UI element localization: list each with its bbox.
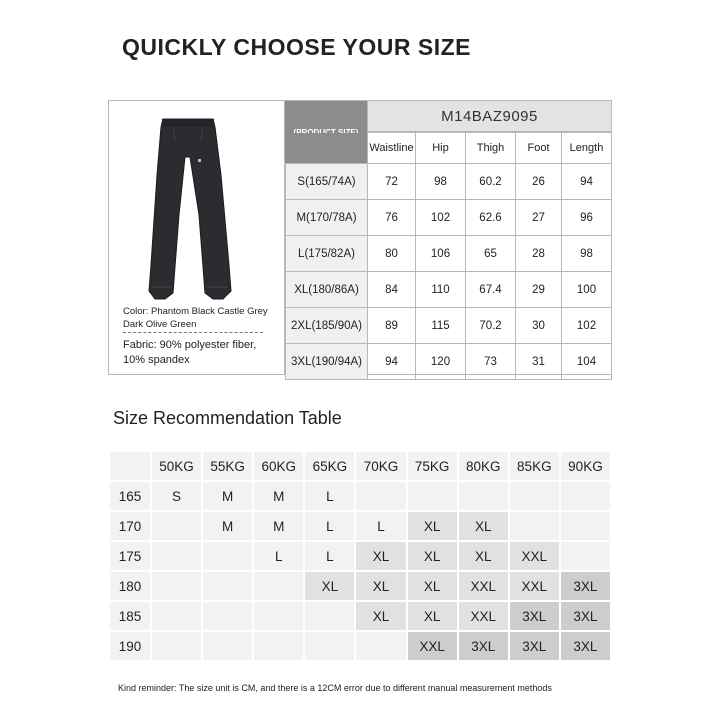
size-cell bbox=[203, 542, 252, 570]
size-cell bbox=[254, 602, 303, 630]
height-label: 185 bbox=[110, 602, 150, 630]
table-cell: 29 bbox=[516, 272, 562, 308]
table-cell: 89 bbox=[368, 308, 416, 344]
size-cell bbox=[561, 512, 610, 540]
size-cell: XL bbox=[305, 572, 354, 600]
size-cell: XL bbox=[356, 542, 405, 570]
size-label: 3XL(190/94A) bbox=[286, 344, 368, 380]
size-cell: M bbox=[203, 512, 252, 540]
table-row bbox=[110, 572, 610, 600]
size-label: S(165/74A) bbox=[286, 164, 368, 200]
table-cell: 104 bbox=[562, 344, 612, 380]
table-cell: 110 bbox=[416, 272, 466, 308]
size-cell bbox=[510, 482, 559, 510]
table-cell: 65 bbox=[466, 236, 516, 272]
fabric-text: Fabric: 90% polyester fiber, 10% spandex bbox=[123, 339, 257, 366]
size-label: 2XL(185/90A) bbox=[286, 308, 368, 344]
size-cell bbox=[203, 632, 252, 660]
table-cell: 84 bbox=[368, 272, 416, 308]
weight-header: 70KG bbox=[356, 452, 405, 480]
table-cell: 30 bbox=[516, 308, 562, 344]
size-cell bbox=[510, 512, 559, 540]
size-cell: M bbox=[203, 482, 252, 510]
table-row bbox=[286, 164, 612, 200]
size-cell: XXL bbox=[510, 542, 559, 570]
size-cell bbox=[305, 602, 354, 630]
size-cell: 3XL bbox=[510, 632, 559, 660]
header-spacer bbox=[286, 133, 368, 164]
size-cell bbox=[561, 482, 610, 510]
divider bbox=[123, 332, 263, 333]
size-cell: XL bbox=[356, 572, 405, 600]
table-header-row bbox=[286, 133, 612, 164]
table-cell: 62.6 bbox=[466, 200, 516, 236]
measurement-table bbox=[285, 132, 612, 380]
size-cell bbox=[356, 482, 405, 510]
page-title: QUICKLY CHOOSE YOUR SIZE bbox=[122, 34, 471, 60]
size-chart bbox=[108, 100, 612, 375]
size-cell: L bbox=[305, 512, 354, 540]
size-cell bbox=[152, 512, 201, 540]
table-row bbox=[286, 200, 612, 236]
size-cell bbox=[152, 542, 201, 570]
table-row bbox=[286, 272, 612, 308]
size-cell: M bbox=[254, 512, 303, 540]
table-row bbox=[110, 512, 610, 540]
kind-reminder: Kind reminder: The size unit is CM, and there is a 12CM error due to different manual measurement methods bbox=[118, 683, 552, 693]
weight-header: 85KG bbox=[510, 452, 559, 480]
size-cell: XL bbox=[408, 572, 457, 600]
height-label: 165 bbox=[110, 482, 150, 510]
size-cell bbox=[152, 602, 201, 630]
model-number: M14BAZ9095 bbox=[367, 101, 611, 132]
size-cell: S bbox=[152, 482, 201, 510]
height-label: 190 bbox=[110, 632, 150, 660]
size-cell bbox=[203, 602, 252, 630]
table-cell: 100 bbox=[562, 272, 612, 308]
table-row bbox=[110, 632, 610, 660]
height-label: 170 bbox=[110, 512, 150, 540]
size-cell bbox=[254, 632, 303, 660]
recommendation-title: Size Recommendation Table bbox=[113, 408, 342, 428]
size-cell: XL bbox=[459, 542, 508, 570]
table-cell: 67.4 bbox=[466, 272, 516, 308]
size-cell: 3XL bbox=[561, 572, 610, 600]
size-cell bbox=[203, 572, 252, 600]
table-cell: 72 bbox=[368, 164, 416, 200]
column-header: Length bbox=[562, 133, 612, 164]
size-cell bbox=[152, 632, 201, 660]
weight-header: 90KG bbox=[561, 452, 610, 480]
table-cell: 73 bbox=[466, 344, 516, 380]
size-cell: XL bbox=[459, 512, 508, 540]
size-cell bbox=[356, 632, 405, 660]
size-cell: 3XL bbox=[561, 632, 610, 660]
table-cell: 102 bbox=[416, 200, 466, 236]
size-cell bbox=[459, 482, 508, 510]
table-cell: 96 bbox=[562, 200, 612, 236]
table-cell: 98 bbox=[562, 236, 612, 272]
size-cell: XL bbox=[408, 602, 457, 630]
table-cell: 94 bbox=[368, 344, 416, 380]
column-header: Hip bbox=[416, 133, 466, 164]
table-row bbox=[110, 602, 610, 630]
column-header: Foot bbox=[516, 133, 562, 164]
table-cell: 102 bbox=[562, 308, 612, 344]
recommendation-table bbox=[108, 450, 612, 662]
weight-header: 80KG bbox=[459, 452, 508, 480]
table-cell: 80 bbox=[368, 236, 416, 272]
size-cell: 3XL bbox=[510, 602, 559, 630]
table-cell: 28 bbox=[516, 236, 562, 272]
size-cell bbox=[408, 482, 457, 510]
size-cell: L bbox=[305, 542, 354, 570]
size-cell: XXL bbox=[510, 572, 559, 600]
size-cell: XXL bbox=[408, 632, 457, 660]
color-text: Color: Phantom Black Castle Grey Dark Olive Green bbox=[123, 306, 268, 330]
height-label: 175 bbox=[110, 542, 150, 570]
size-label: XL(180/86A) bbox=[286, 272, 368, 308]
weight-header: 60KG bbox=[254, 452, 303, 480]
pants-icon bbox=[133, 115, 241, 305]
table-row bbox=[286, 308, 612, 344]
size-cell: 3XL bbox=[561, 602, 610, 630]
size-cell bbox=[305, 632, 354, 660]
size-cell: XL bbox=[356, 602, 405, 630]
product-info-cell bbox=[109, 101, 285, 374]
table-cell: 70.2 bbox=[466, 308, 516, 344]
size-cell: L bbox=[254, 542, 303, 570]
weight-header: 50KG bbox=[152, 452, 201, 480]
weight-header: 65KG bbox=[305, 452, 354, 480]
table-cell: 31 bbox=[516, 344, 562, 380]
size-cell: XXL bbox=[459, 602, 508, 630]
table-cell: 76 bbox=[368, 200, 416, 236]
size-cell: XL bbox=[408, 542, 457, 570]
table-cell: 120 bbox=[416, 344, 466, 380]
table-row bbox=[110, 542, 610, 570]
size-cell bbox=[254, 572, 303, 600]
size-cell: L bbox=[305, 482, 354, 510]
weight-header-row bbox=[110, 452, 610, 480]
size-cell: M bbox=[254, 482, 303, 510]
corner-cell bbox=[110, 452, 150, 480]
size-cell: 3XL bbox=[459, 632, 508, 660]
table-row bbox=[286, 344, 612, 380]
size-label: M(170/78A) bbox=[286, 200, 368, 236]
size-label: L(175/82A) bbox=[286, 236, 368, 272]
column-header: Waistline bbox=[368, 133, 416, 164]
table-cell: 98 bbox=[416, 164, 466, 200]
size-cell bbox=[561, 542, 610, 570]
table-cell: 26 bbox=[516, 164, 562, 200]
table-cell: 60.2 bbox=[466, 164, 516, 200]
table-cell: 106 bbox=[416, 236, 466, 272]
table-cell: 94 bbox=[562, 164, 612, 200]
size-cell: XL bbox=[408, 512, 457, 540]
weight-header: 75KG bbox=[408, 452, 457, 480]
column-header: Thigh bbox=[466, 133, 516, 164]
size-cell: XXL bbox=[459, 572, 508, 600]
size-cell bbox=[152, 572, 201, 600]
table-cell: 27 bbox=[516, 200, 562, 236]
table-row bbox=[286, 236, 612, 272]
weight-header: 55KG bbox=[203, 452, 252, 480]
size-cell: L bbox=[356, 512, 405, 540]
table-cell: 115 bbox=[416, 308, 466, 344]
table-row bbox=[110, 482, 610, 510]
height-label: 180 bbox=[110, 572, 150, 600]
